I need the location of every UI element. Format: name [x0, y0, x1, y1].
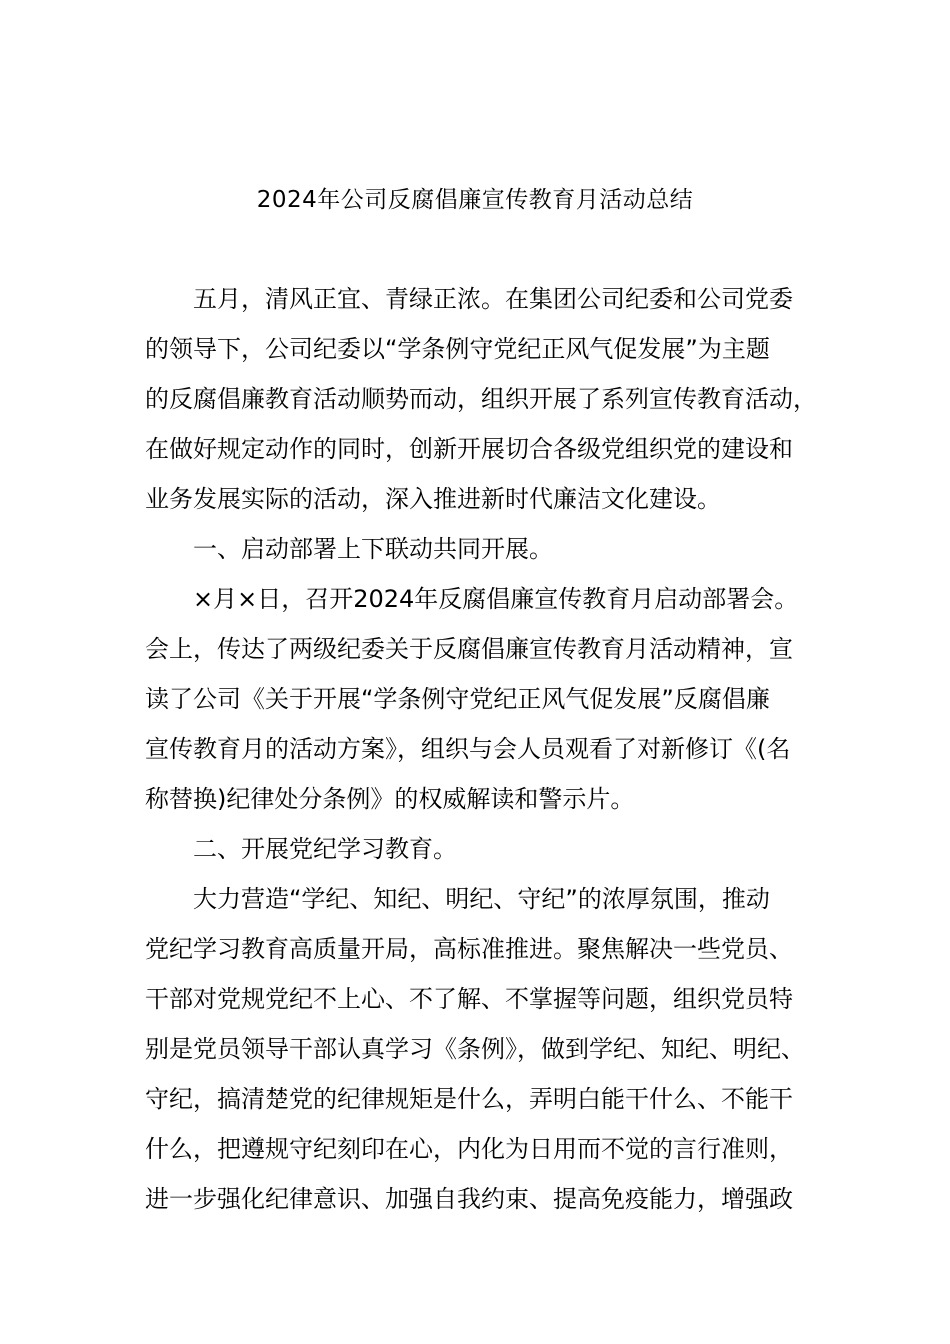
paragraph-line: 党纪学习教育高质量开局，高标准推进。聚焦解决一些党员、	[145, 935, 793, 963]
paragraph-line: 大力营造“学纪、知纪、明纪、守纪”的浓厚氛围，推动	[145, 885, 770, 913]
paragraph-line: 宣传教育月的活动方案》，组织与会人员观看了对新修订《(名	[145, 735, 791, 763]
paragraph-line: 五月，清风正宜、青绿正浓。在集团公司纪委和公司党委	[145, 285, 793, 313]
paragraph-line: 业务发展实际的活动，深入推进新时代廉洁文化建设。	[145, 485, 721, 513]
paragraph-line: 称替换)纪律处分条例》的权威解读和警示片。	[145, 785, 635, 813]
paragraph-line: 在做好规定动作的同时，创新开展切合各级党组织党的建设和	[145, 435, 793, 463]
paragraph-line: 守纪，搞清楚党的纪律规矩是什么，弄明白能干什么、不能干	[145, 1085, 793, 1113]
paragraph-line: 干部对党规党纪不上心、不了解、不掌握等问题，组织党员特	[145, 985, 793, 1013]
section-heading: 一、启动部署上下联动共同开展。	[145, 535, 553, 563]
paragraph-line: 什么，把遵规守纪刻印在心，内化为日用而不觉的言行准则，	[145, 1135, 793, 1163]
paragraph-line: 进一步强化纪律意识、加强自我约束、提高免疫能力，增强政	[145, 1185, 793, 1213]
paragraph-line: 别是党员领导干部认真学习《条例》，做到学纪、知纪、明纪、	[145, 1035, 805, 1063]
paragraph-line: ×月×日，召开2024年反腐倡廉宣传教育月启动部署会。	[145, 585, 799, 613]
section-heading: 二、开展党纪学习教育。	[145, 835, 457, 863]
paragraph-line: 的反腐倡廉教育活动顺势而动，组织开展了系列宣传教育活动，	[145, 385, 817, 413]
document-title: 2024年公司反腐倡廉宣传教育月活动总结	[256, 187, 694, 213]
paragraph-line: 会上，传达了两级纪委关于反腐倡廉宣传教育月活动精神，宣	[145, 635, 793, 663]
paragraph-line: 的领导下，公司纪委以“学条例守党纪正风气促发展”为主题	[145, 335, 770, 363]
paragraph-line: 读了公司《关于开展“学条例守党纪正风气促发展”反腐倡廉	[145, 685, 770, 713]
